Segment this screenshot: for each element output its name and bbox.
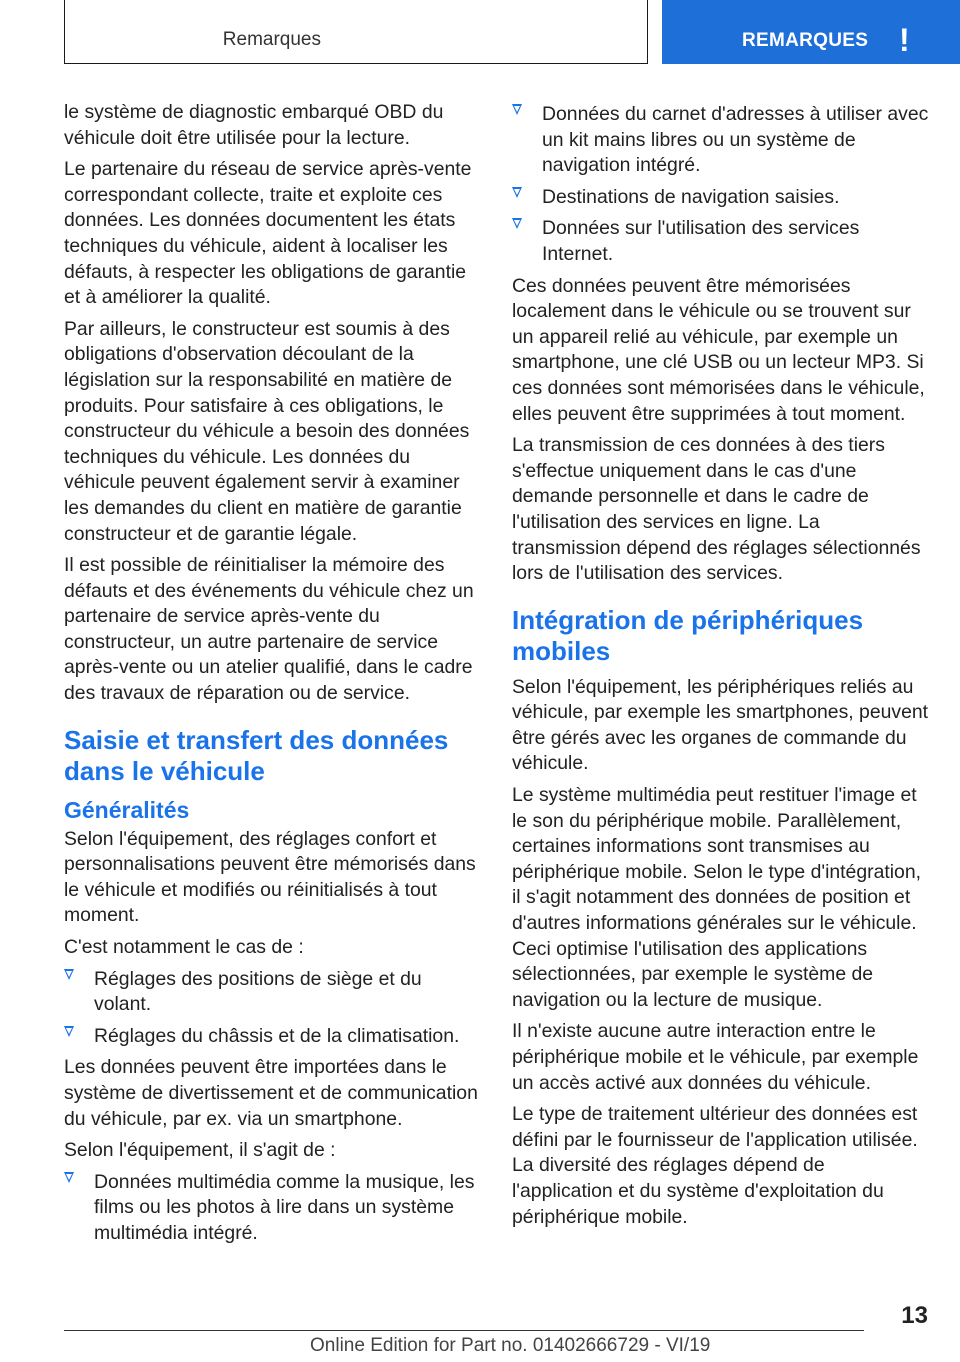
paragraph: Les données peuvent être importées dans le système de divertissement et de communication du véhicule, par ex. via un smartphone. xyxy=(64,1056,478,1130)
paragraph: Selon l'équipement, il s'agit de : xyxy=(64,1139,336,1162)
list-item-text: Données sur l'utilisation des services Internet. xyxy=(542,217,860,265)
header-chapter-tab xyxy=(662,0,960,64)
bullet-list xyxy=(64,1170,482,1247)
paragraph: Par ailleurs, le constructeur est soumis à des obligations d'observation découlant de la législation sur la responsabilité en matière de produits. Pour satisfaire à ces obligations, le constructeur du véhicule a besoin des données techniques du véhicule. Les données du véhicule peuvent également servir à examiner les demandes du client en matière de garantie constructeur et de garantie légale. xyxy=(64,317,470,545)
paragraph: Il est possible de réinitialiser la mémoire des défauts et des événements du véhicule chez un partenaire de service après-vente du constructeur, un autre partenaire de service après-vente ou un atelier qualifié, dans le cadre des travaux de réparation ou de service. xyxy=(64,554,474,705)
paragraph: La transmission de ces données à des tiers s'effectue uniquement dans le cas d'une demande personnelle et dans le cadre de l'utilisation des services en ligne. La transmission dépend des réglages sélectionnés lors de l'utilisation des services. xyxy=(512,434,921,585)
subsection-heading: Généralités xyxy=(64,796,190,823)
bullet-list xyxy=(512,102,930,268)
paragraph: Le système multimédia peut restituer l'image et le son du périphérique mobile. Parallèlement, certaines informations sont transmises au périphérique mobile. Selon le type d'intégration, il s'agit notamment des données de position et d'autres informations générales sur le véhicule. Ceci optimise l'utilisation des applications sélectionnées, par exemple le système de navigation ou la lecture de musique. xyxy=(512,784,922,1011)
list-item xyxy=(64,1170,482,1247)
paragraph: C'est notamment le cas de : xyxy=(64,936,304,959)
footer-edition: Online Edition for Part no. 01402666729 - VI/19 xyxy=(310,1335,711,1356)
footer-divider xyxy=(64,1330,864,1331)
header-section-box xyxy=(64,0,648,64)
section-heading: Saisie et transfert des données dans le véhicule xyxy=(64,724,449,786)
header-section-title: Remarques xyxy=(222,29,321,50)
list-item xyxy=(64,1024,482,1050)
right-column xyxy=(512,102,930,1236)
list-item-text: Réglages du châssis et de la climatisation. xyxy=(94,1024,460,1047)
triangle-bullet-icon xyxy=(64,1026,74,1037)
list-item-text: Destinations de navigation saisies. xyxy=(542,185,840,208)
paragraph: Selon l'équipement, les périphériques reliés au véhicule, par exemple les smartphones, peuvent être gérés avec les organes de commande du véhicule. xyxy=(512,675,929,775)
bullet-list xyxy=(64,967,482,1050)
list-item-text: Réglages des positions de siège et du volant. xyxy=(94,967,422,1016)
left-column xyxy=(64,100,482,1253)
paragraph: Le partenaire du réseau de service après-vente correspondant collecte, traite et exploite ces données. Les données documentent les états techniques du véhicule, aident à localiser les défauts, à respecter les obligations de garantie et à améliorer la qualité. xyxy=(64,158,472,309)
triangle-bullet-icon xyxy=(64,969,74,980)
exclamation-icon: ! xyxy=(899,22,910,58)
list-item-text: Données multimédia comme la musique, les films ou les photos à lire dans un système multimédia intégré. xyxy=(94,1170,475,1244)
list-item xyxy=(512,185,930,211)
section-heading: Intégration de périphériques mobiles xyxy=(512,604,864,666)
paragraph: Il n'existe aucune autre interaction entre le périphérique mobile et le véhicule, par exemple un accès activé aux données du véhicule. xyxy=(512,1020,919,1094)
page-number: 13 xyxy=(901,1302,928,1329)
list-item xyxy=(512,102,930,179)
triangle-bullet-icon xyxy=(512,187,522,198)
triangle-bullet-icon xyxy=(512,104,522,115)
list-item xyxy=(512,216,930,267)
paragraph: Le type de traitement ultérieur des données est défini par le fournisseur de l'application utilisée. La diversité des réglages dépend de l'application et du système d'exploitation du périphérique mobile. xyxy=(512,1103,918,1228)
list-item-text: Données du carnet d'adresses à utiliser avec un kit mains libres ou un système de navigation intégré. xyxy=(542,103,929,177)
triangle-bullet-icon xyxy=(64,1172,74,1183)
paragraph: Selon l'équipement, des réglages confort et personnalisations peuvent être mémorisés dans le véhicule et modifiés ou réinitialisés à tout moment. xyxy=(64,827,476,927)
header-chapter-label: REMARQUES xyxy=(742,30,869,51)
list-item xyxy=(64,967,482,1018)
paragraph: le système de diagnostic embarqué OBD du véhicule doit être utilisée pour la lecture. xyxy=(64,101,444,149)
paragraph: Ces données peuvent être mémorisées localement dans le véhicule ou se trouvent sur un appareil relié au véhicule, par exemple un smartphone, une clé USB ou un lecteur MP3. Si ces données sont mémorisées dans le véhicule, elles peuvent être supprimées à tout moment. xyxy=(512,274,925,425)
triangle-bullet-icon xyxy=(512,218,522,229)
